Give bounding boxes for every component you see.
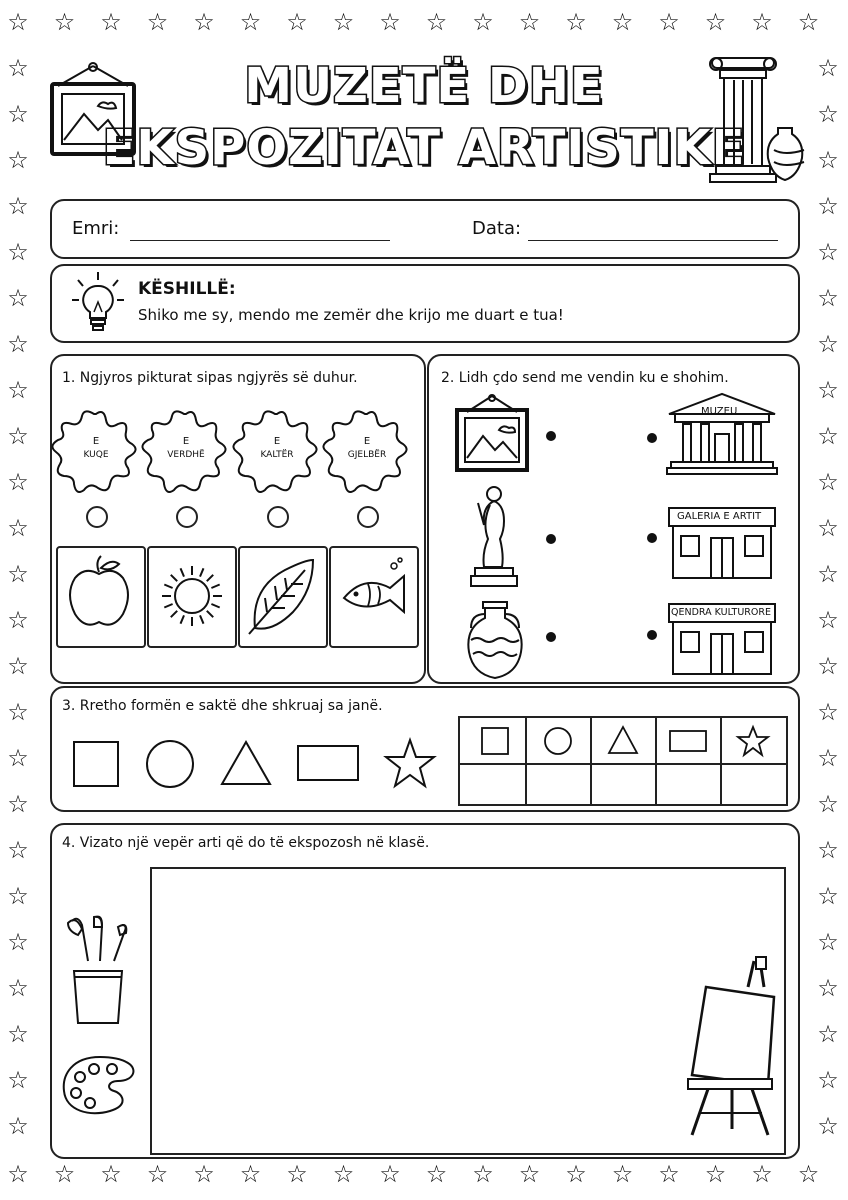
border-star-icon: ☆ (817, 192, 839, 220)
border-star-icon: ☆ (611, 1160, 634, 1188)
picture-cell[interactable] (329, 546, 419, 648)
border-star-icon: ☆ (817, 928, 839, 956)
splash-label-top: E (92, 436, 100, 447)
shape-circle (147, 741, 193, 787)
match-dot[interactable] (546, 632, 556, 642)
border-star-icon: ☆ (518, 8, 541, 36)
place-label-museum: MUZEU (701, 406, 738, 417)
border-star-icon: ☆ (100, 8, 122, 36)
tip-box (50, 264, 800, 343)
picture-cell[interactable] (56, 546, 146, 648)
column-vase-icon (702, 50, 812, 185)
match-dot[interactable] (647, 433, 657, 443)
border-star-icon: ☆ (332, 1160, 355, 1188)
border-star-icon: ☆ (817, 744, 839, 772)
splash-label-top: E (363, 436, 371, 447)
question-2-title: 2. Lidh çdo send me vendin ku e shohim. (441, 370, 729, 386)
question-1-box (50, 354, 426, 684)
painting-icon (455, 394, 529, 474)
border-star-icon: ☆ (7, 698, 29, 726)
border-star-icon: ☆ (146, 8, 169, 36)
border-star-icon: ☆ (53, 1160, 76, 1188)
border-star-icon: ☆ (7, 744, 29, 772)
answer-circle[interactable] (86, 506, 108, 528)
border-star-icon: ☆ (193, 8, 215, 36)
statue-icon (469, 484, 519, 590)
border-star-icon: ☆ (817, 606, 839, 634)
shape-square (74, 742, 118, 786)
border-star-icon: ☆ (817, 652, 839, 680)
border-star-icon: ☆ (379, 8, 401, 36)
match-dot[interactable] (546, 431, 556, 441)
border-star-icon: ☆ (425, 8, 448, 36)
border-star-icon: ☆ (817, 698, 839, 726)
border-star-icon: ☆ (817, 1066, 839, 1094)
shapes-row (70, 736, 450, 790)
shape-triangle (222, 742, 270, 784)
border-star-icon: ☆ (817, 514, 839, 542)
place-label-gallery: GALERIA E ARTIT (677, 511, 762, 522)
border-star-icon: ☆ (472, 1160, 494, 1188)
border-star-icon: ☆ (239, 1160, 262, 1188)
easel-icon (682, 953, 778, 1139)
border-star-icon: ☆ (817, 422, 839, 450)
border-star-icon: ☆ (7, 8, 29, 36)
palette-icon (60, 1055, 138, 1119)
border-star-icon: ☆ (817, 836, 839, 864)
museum-icon (667, 392, 777, 474)
border-star-icon: ☆ (817, 974, 839, 1002)
border-star-icon: ☆ (7, 284, 29, 312)
framed-picture-icon (48, 62, 138, 162)
match-dot[interactable] (546, 534, 556, 544)
border-star-icon: ☆ (7, 422, 29, 450)
splash-label-color: VERDHË (167, 450, 205, 460)
border-star-icon: ☆ (797, 8, 820, 36)
border-star-icon: ☆ (7, 192, 29, 220)
border-star-icon: ☆ (7, 238, 29, 266)
border-star-icon: ☆ (704, 8, 727, 36)
question-2-box (427, 354, 800, 684)
border-star-icon: ☆ (797, 1160, 820, 1188)
shape-rectangle (298, 746, 358, 780)
border-star-icon: ☆ (817, 238, 839, 266)
border-star-icon: ☆ (817, 882, 839, 910)
place-label-cultural-center: QENDRA KULTURORE (671, 607, 771, 618)
border-star-icon: ☆ (817, 790, 839, 818)
border-star-icon: ☆ (817, 284, 839, 312)
border-star-icon: ☆ (565, 1160, 587, 1188)
border-star-icon: ☆ (7, 376, 29, 404)
border-star-icon: ☆ (425, 1160, 448, 1188)
border-star-icon: ☆ (817, 1020, 839, 1048)
splash-label-top: E (273, 436, 281, 447)
border-star-icon: ☆ (7, 652, 29, 680)
picture-cell[interactable] (147, 546, 237, 648)
question-3-title: 3. Rretho formën e saktë dhe shkruaj sa janë. (62, 698, 383, 714)
border-star-icon: ☆ (332, 8, 355, 36)
border-star-icon: ☆ (7, 54, 29, 82)
border-star-icon: ☆ (7, 606, 29, 634)
page-title-line1: MUZETË DHE (244, 58, 604, 114)
border-star-icon: ☆ (817, 468, 839, 496)
border-star-icon: ☆ (751, 8, 773, 36)
date-label: Data: (472, 218, 522, 239)
brushes-cup-icon (62, 915, 134, 1027)
date-field[interactable] (528, 240, 778, 241)
border-star-icon: ☆ (817, 560, 839, 588)
tip-text: Shiko me sy, mendo me zemër dhe krijo me duart e tua! (138, 306, 564, 324)
name-date-box (50, 199, 800, 259)
border-star-icon: ☆ (7, 330, 29, 358)
border-star-icon: ☆ (817, 1112, 839, 1140)
question-3-box (50, 686, 800, 812)
border-star-icon: ☆ (239, 8, 262, 36)
border-star-icon: ☆ (53, 8, 76, 36)
border-star-icon: ☆ (704, 1160, 727, 1188)
name-field[interactable] (130, 240, 390, 241)
border-star-icon: ☆ (7, 468, 29, 496)
border-star-icon: ☆ (7, 836, 29, 864)
border-star-icon: ☆ (7, 1066, 29, 1094)
border-star-icon: ☆ (7, 146, 29, 174)
sun-icon (152, 552, 232, 642)
answer-circle[interactable] (357, 506, 379, 528)
border-star-icon: ☆ (7, 974, 29, 1002)
border-star-icon: ☆ (611, 8, 634, 36)
border-star-icon: ☆ (286, 1160, 308, 1188)
apple-icon (61, 552, 141, 642)
border-star-icon: ☆ (379, 1160, 401, 1188)
border-star-icon: ☆ (751, 1160, 773, 1188)
border-star-icon: ☆ (146, 1160, 169, 1188)
border-star-icon: ☆ (7, 100, 29, 128)
splash-label-color: GJELBËR (347, 450, 387, 460)
border-star-icon: ☆ (817, 376, 839, 404)
match-dot[interactable] (647, 533, 657, 543)
border-star-icon: ☆ (817, 100, 839, 128)
border-star-icon: ☆ (518, 1160, 541, 1188)
lightbulb-icon (70, 270, 126, 336)
border-star-icon: ☆ (7, 1112, 29, 1140)
question-1-title: 1. Ngjyros pikturat sipas ngjyrës së duhur. (62, 370, 358, 386)
question-4-box (50, 823, 800, 1159)
border-star-icon: ☆ (817, 330, 839, 358)
splash-label-color: KALTËR (260, 450, 294, 460)
border-star-icon: ☆ (658, 8, 680, 36)
border-star-icon: ☆ (658, 1160, 680, 1188)
border-star-icon: ☆ (7, 1160, 29, 1188)
tip-heading: KËSHILLË: (138, 279, 236, 299)
border-star-icon: ☆ (817, 146, 839, 174)
splash-label-top: E (182, 436, 190, 447)
border-star-icon: ☆ (7, 514, 29, 542)
shape-star (386, 740, 434, 786)
answer-circle[interactable] (267, 506, 289, 528)
count-table (458, 716, 788, 806)
match-dot[interactable] (647, 630, 657, 640)
question-4-title: 4. Vizato një vepër arti që do të ekspozosh në klasë. (62, 835, 430, 851)
border-star-icon: ☆ (817, 54, 839, 82)
splash-label-color: KUQE (83, 450, 109, 460)
border-star-icon: ☆ (7, 1020, 29, 1048)
answer-circle[interactable] (176, 506, 198, 528)
border-star-icon: ☆ (193, 1160, 215, 1188)
border-star-icon: ☆ (7, 928, 29, 956)
name-label: Emri: (72, 218, 120, 239)
border-star-icon: ☆ (7, 560, 29, 588)
leaf-icon (243, 552, 323, 642)
border-star-icon: ☆ (286, 8, 308, 36)
border-star-icon: ☆ (7, 790, 29, 818)
fish-icon (334, 552, 414, 642)
border-star-icon: ☆ (472, 8, 494, 36)
border-star-icon: ☆ (100, 1160, 122, 1188)
page-title-line2: EKSPOZITAT ARTISTIKE (102, 120, 746, 176)
picture-cell[interactable] (238, 546, 328, 648)
border-star-icon: ☆ (565, 8, 587, 36)
vase-icon (465, 600, 525, 682)
border-star-icon: ☆ (7, 882, 29, 910)
